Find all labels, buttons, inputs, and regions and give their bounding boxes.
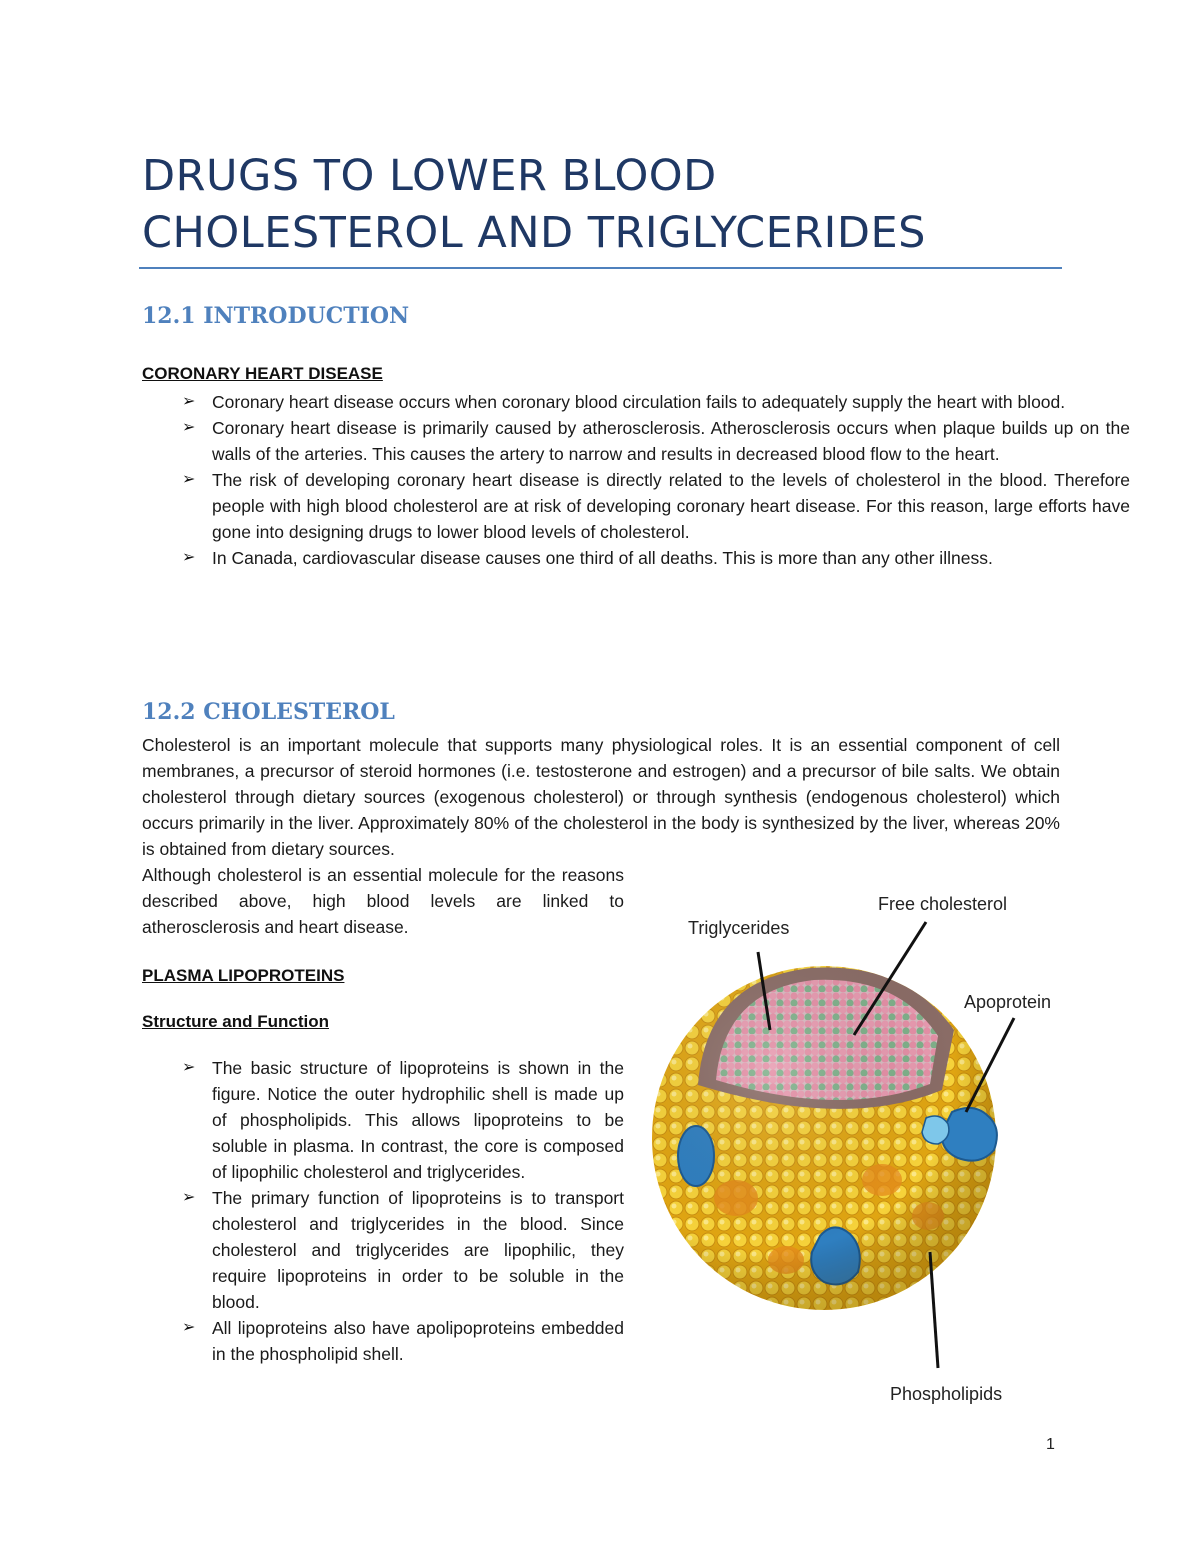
arrow-bullet-icon: ➢ xyxy=(182,1319,196,1336)
subheading-structure-and-function: Structure and Function xyxy=(142,1012,329,1031)
arrow-bullet-icon: ➢ xyxy=(182,471,196,488)
page-number: 1 xyxy=(1046,1436,1055,1453)
list-item xyxy=(142,1315,624,1367)
list-item xyxy=(142,415,1130,467)
arrow-bullet-icon: ➢ xyxy=(182,393,196,410)
label-apoprotein: Apoprotein xyxy=(964,992,1052,1012)
document-title xyxy=(142,148,1062,262)
arrow-bullet-icon: ➢ xyxy=(182,419,196,436)
arrow-bullet-icon: ➢ xyxy=(182,1059,196,1076)
list-item-text: Coronary heart disease occurs when coronary blood circulation fails to adequately supply the heart with blood. xyxy=(212,392,1066,412)
list-item-text: All lipoproteins also have apolipoproteins embedded in the phospholipid shell. xyxy=(212,1318,624,1364)
lipoprotein-bullet-list xyxy=(142,1055,624,1367)
list-item xyxy=(142,467,1130,545)
lipoprotein-diagram xyxy=(636,880,1076,1420)
cholesterol-paragraph: Cholesterol is an important molecule that supports many physiological roles. It is an essential component of cell membranes, a precursor of steroid hormones (i.e. testosterone and estrogen) and a precursor of bile salts. We obtain cholesterol through dietary sources (exogenous cholesterol) or through synthesis (endogenous cholesterol) which occurs primarily in the liver. Approximately 80% of the cholesterol in the body is synthesized by the liver, whereas 20% is obtained from dietary sources. xyxy=(142,735,1060,859)
list-item xyxy=(142,1185,624,1315)
subheading-coronary-heart-disease: CORONARY HEART DISEASE xyxy=(142,364,383,383)
section-heading-cholesterol: 12.2 CHOLESTEROL xyxy=(142,699,395,725)
list-item-text: The risk of developing coronary heart disease is directly related to the levels of cholesterol in the blood. Therefore people with high blood cholesterol are at risk of developing coronary heart disease. For this reason, large efforts have gone into designing drugs to lower blood levels of cholesterol. xyxy=(212,470,1130,542)
list-item-text: In Canada, cardiovascular disease causes one third of all deaths. This is more than any other illness. xyxy=(212,548,993,568)
title-underline xyxy=(139,267,1062,269)
list-item-text: Coronary heart disease is primarily caused by atherosclerosis. Atherosclerosis occurs when plaque builds up on the walls of the arteries. This causes the artery to narrow and results in decreased blood flow to the heart. xyxy=(212,418,1130,464)
lipoprotein-figure xyxy=(636,880,1076,1420)
title-line-2: CHOLESTEROL AND TRIGLYCERIDES xyxy=(142,208,926,258)
title-line-1: DRUGS TO LOWER BLOOD xyxy=(142,151,717,201)
cholesterol-paragraph-continued: Although cholesterol is an essential molecule for the reasons described above, high blood levels are linked to atherosclerosis and heart disease. xyxy=(142,865,624,937)
list-item-text: The basic structure of lipoproteins is shown in the figure. Notice the outer hydrophilic shell is made up of phospholipids. This allows lipoproteins to be soluble in plasma. In contrast, the core is composed of lipophilic cholesterol and triglycerides. xyxy=(212,1058,624,1182)
intro-bullet-list xyxy=(142,389,1130,571)
section-heading-introduction: 12.1 INTRODUCTION xyxy=(142,303,410,329)
list-item xyxy=(142,545,1130,571)
label-phospholipids: Phospholipids xyxy=(890,1384,1003,1404)
apoprotein-blob xyxy=(942,1108,997,1161)
label-triglycerides: Triglycerides xyxy=(688,918,790,938)
list-item xyxy=(142,1055,624,1185)
arrow-bullet-icon: ➢ xyxy=(182,1189,196,1206)
arrow-bullet-icon: ➢ xyxy=(182,549,196,566)
subheading-plasma-lipoproteins: PLASMA LIPOPROTEINS xyxy=(142,966,345,985)
list-item-text: The primary function of lipoproteins is to transport cholesterol and triglycerides in the blood. Since cholesterol and triglycerides are lipophilic, they require lipoproteins in order to be soluble in the blood. xyxy=(212,1188,624,1312)
label-free-cholesterol: Free cholesterol xyxy=(878,894,1008,914)
list-item xyxy=(142,389,1130,415)
